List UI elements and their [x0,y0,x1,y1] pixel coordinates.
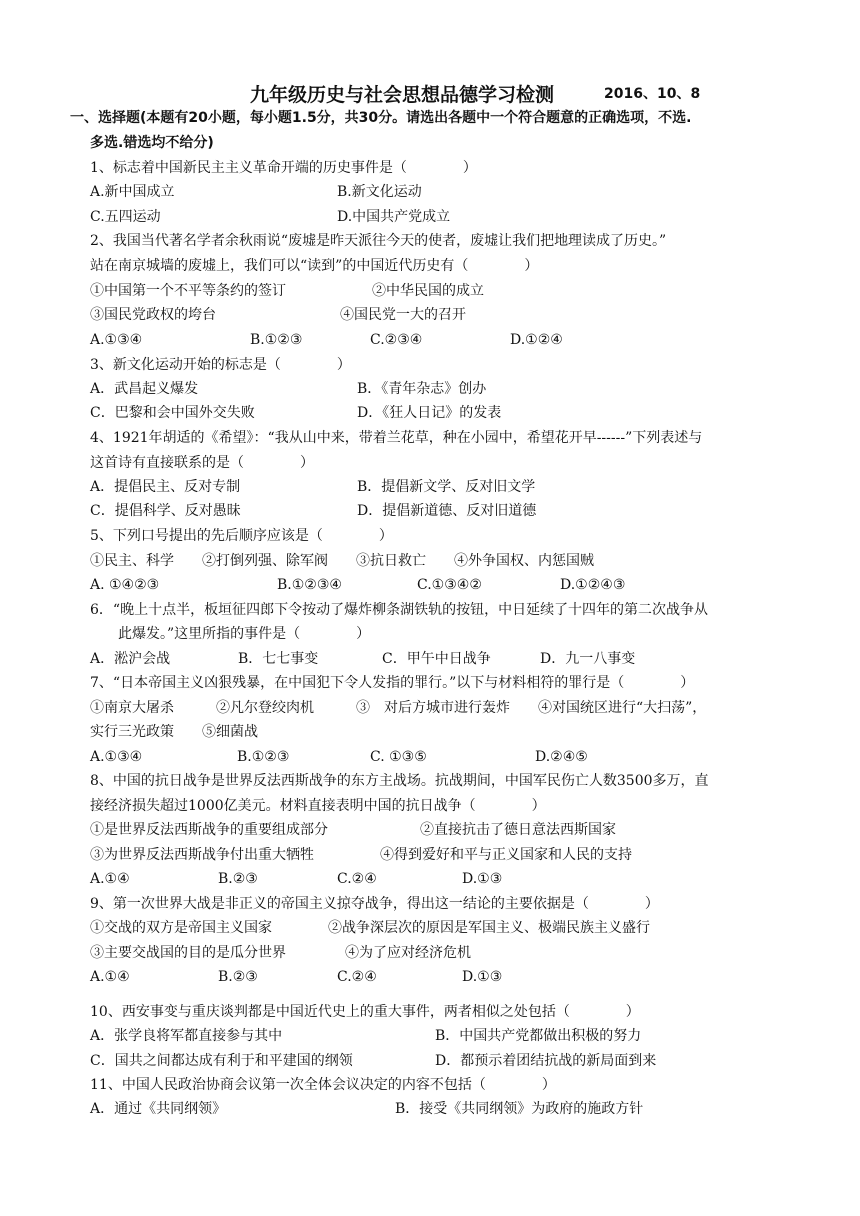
q2-item-4: ④国民党一大的召开 [340,307,466,323]
q3-option-c: C．巴黎和会中国外交失败 [90,405,255,421]
q8-item-2: ②直接抗击了德日意法西斯国家 [420,822,616,838]
q8-stem-cont: 接经济损失超过1000亿美元。材料直接表明中国的抗日战争（ ） [90,798,546,814]
q1-option-c: C.五四运动 [90,209,161,225]
q3-option-a: A．武昌起义爆发 [90,381,199,397]
q9-stem: 9、第一次世界大战是非正义的帝国主义掠夺战争，得出这一结论的主要依据是（ ） [90,896,659,912]
q9-option-a: A.①④ [90,969,130,985]
q2-item-2: ②中华民国的成立 [372,283,484,299]
q2-item-1: ①中国第一个不平等条约的签订 [90,283,286,299]
q7-items-cont: 实行三光政策 ⑤细菌战 [90,724,258,740]
q7-option-d: D.②④⑤ [535,749,588,765]
q2-item-3: ③国民党政权的垮台 [90,307,216,323]
q9-item-3: ③主要交战国的目的是瓜分世界 [90,945,286,961]
q6-option-d: D．九一八事变 [540,651,636,667]
q10-stem: 10、西安事变与重庆谈判都是中国近代史上的重大事件，两者相似之处包括（ ） [90,1004,640,1020]
q5-option-c: C.①③④② [417,577,482,593]
q6-option-b: B．七七事变 [238,651,319,667]
q9-option-d: D.①③ [462,969,503,985]
q7-option-b: B.①②③ [237,749,290,765]
q3-stem: 3、新文化运动开始的标志是（ ） [90,357,351,373]
q5-option-b: B.①②③④ [277,577,342,593]
q6-stem-cont: 此爆发。”这里所指的事件是（ ） [118,626,371,642]
q2-stem-cont: 站在南京城墙的废墟上，我们可以“读到”的中国近代历史有（ ） [90,258,539,274]
q7-option-a: A.①③④ [90,749,143,765]
q11-option-b: B．接受《共同纲领》为政府的施政方针 [395,1101,644,1117]
q2-option-d: D.①②④ [510,332,563,348]
section-heading-cont: 多选.错选均不给分) [90,135,214,151]
q5-option-a: A. ①④②③ [90,577,160,593]
q2-stem: 2、我国当代著名学者余秋雨说“废墟是昨天派往今天的使者，废墟让我们把地理读成了历史。” [90,233,667,249]
q6-option-c: C．甲午中日战争 [382,651,491,667]
q4-stem-cont: 这首诗有直接联系的是（ ） [90,455,314,471]
q1-option-d: D.中国共产党成立 [337,209,451,225]
q8-option-b: B.②③ [218,871,258,887]
q4-option-d: D．提倡新道德、反对旧道德 [357,503,537,519]
q9-item-1: ①交战的双方是帝国主义国家 [90,920,272,936]
q9-option-b: B.②③ [218,969,258,985]
q2-option-a: A.①③④ [90,332,143,348]
q5-items: ①民主、科学 ②打倒列强、除军阀 ③抗日救亡 ④外争国权、内惩国贼 [90,553,594,569]
section-heading: 一、选择题(本题有20小题，每小题1.5分，共30分。请选出各题中一个符合题意的正确选项，不选. [70,110,692,126]
q9-option-c: C.②④ [337,969,377,985]
q8-option-c: C.②④ [337,871,377,887]
exam-date: 2016、10、8 [604,86,701,102]
q5-stem: 5、下列口号提出的先后顺序应该是（ ） [90,528,393,544]
q10-option-c: C．国共之间都达成有利于和平建国的纲领 [90,1053,353,1069]
q3-option-b: B．《青年杂志》创办 [357,381,487,397]
q10-option-a: A．张学良将军都直接参与其中 [90,1028,283,1044]
q9-item-4: ④为了应对经济危机 [345,945,471,961]
q9-item-2: ②战争深层次的原因是军国主义、极端民族主义盛行 [328,920,650,936]
q8-option-d: D.①③ [462,871,503,887]
q10-option-b: B．中国共产党都做出积极的努力 [435,1028,642,1044]
q6-stem: 6．“晚上十点半，板垣征四郎下令按动了爆炸柳条湖铁轨的按钮，中日延续了十四年的第二次战争从 [90,602,709,618]
q4-option-c: C．提倡科学、反对愚昧 [90,503,241,519]
q8-item-1: ①是世界反法西斯战争的重要组成部分 [90,822,328,838]
q8-option-a: A.①④ [90,871,130,887]
q4-option-a: A．提倡民主、反对专制 [90,479,241,495]
q2-option-b: B.①②③ [250,332,303,348]
q1-option-a: A.新中国成立 [90,184,175,200]
page-title: 九年级历史与社会思想品德学习检测 [250,84,555,106]
q11-stem: 11、中国人民政治协商会议第一次全体会议决定的内容不包括（ ） [90,1077,556,1093]
q7-items: ①南京大屠杀 ②凡尔登绞肉机 ③ 对后方城市进行轰炸 ④对国统区进行“大扫荡”， [90,700,707,716]
q4-stem: 4、1921年胡适的《希望》：“我从山中来，带着兰花草，种在小园中，希望花开早------”下列表述与 [90,430,703,446]
q5-option-d: D.①②④③ [560,577,626,593]
q10-option-d: D．都预示着团结抗战的新局面到来 [435,1053,657,1069]
q7-stem: 7、“日本帝国主义凶狠残暴，在中国犯下令人发指的罪行。”以下与材料相符的罪行是（ ） [90,675,695,691]
q11-option-a: A．通过《共同纲领》 [90,1101,227,1117]
q6-option-a: A．淞沪会战 [90,651,171,667]
q7-option-c: C. ①③⑤ [370,749,427,765]
q3-option-d: D．《狂人日记》的发表 [357,405,502,421]
q4-option-b: B．提倡新文学、反对旧文学 [357,479,536,495]
q1-option-b: B.新文化运动 [337,184,422,200]
q8-item-3: ③为世界反法西斯战争付出重大牺牲 [90,847,314,863]
q8-item-4: ④得到爱好和平与正义国家和人民的支持 [380,847,632,863]
q8-stem: 8、中国的抗日战争是世界反法西斯战争的东方主战场。抗战期间，中国军民伤亡人数3500多万，直 [90,773,709,789]
q2-option-c: C.②③④ [370,332,423,348]
q1-stem: 1、标志着中国新民主主义革命开端的历史事件是（ ） [90,160,477,176]
